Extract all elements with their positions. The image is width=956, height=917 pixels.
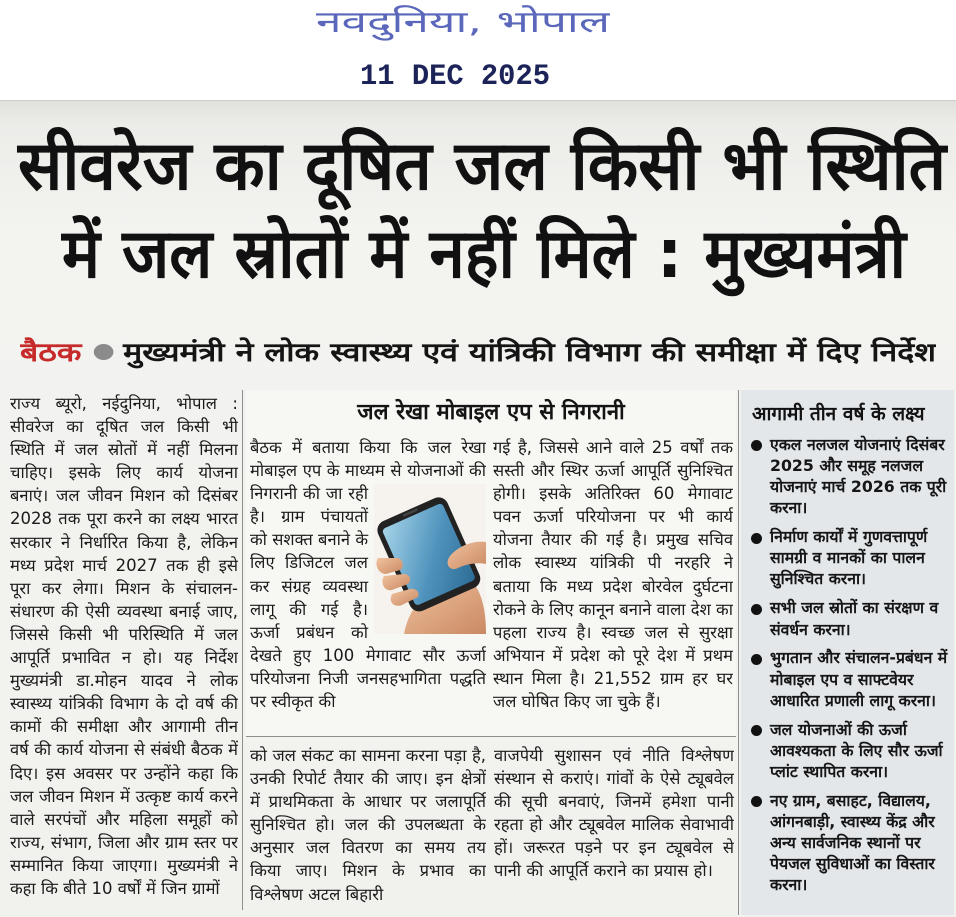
bullet-icon bbox=[751, 604, 762, 615]
sidebar-divider bbox=[738, 390, 739, 915]
goal-item-text: सभी जल स्रोतों का संरक्षण व संवर्धन करना। bbox=[770, 598, 939, 639]
info-box-column-a-text: बैठक में बताया किया कि जल रेखा मोबाइल एप के माध्यम से योजनाओं की निगरानी की जा रही है। ग्राम पंचायतों को सशक्त बनाने के लिए डिजिटल जल कर संग्रह व्यवस्था लागू की गई है। ऊर्जा प्रबंधन को देखते हुए 100 मेगावाट सौर ऊर्जा परियोजना निजी जनसहभागिता पद्धति पर स्वीकृत की bbox=[250, 438, 486, 712]
publication-stamp-text: नवदुनिया, भोपाल bbox=[316, 5, 610, 40]
bullet-icon bbox=[751, 796, 762, 807]
goals-list bbox=[751, 434, 948, 908]
bullet-icon bbox=[751, 725, 762, 736]
goal-item-text: एकल नलजल योजनाएं दिसंबर 2025 और समूह नलजल योजनाएं मार्च 2026 तक पूरी करना। bbox=[770, 435, 947, 518]
subheadline-row bbox=[20, 330, 936, 376]
goal-item-text: नए ग्राम, बसाहट, विद्यालय, आंगनबाड़ी, स्वास्थ्य केंद्र और अन्य सार्वजनिक स्थानों पर पेयजल सुविधाओं का विस्तार करना। bbox=[770, 790, 935, 895]
headline-line-1 bbox=[18, 126, 946, 212]
headline-line-1-text: सीवरेज का दूषित जल किसी भी स्थिति bbox=[18, 127, 946, 206]
goals-sidebar-heading-text: आगामी तीन वर्ष के लक्ष्य bbox=[752, 403, 925, 425]
info-box-heading-text: जल रेखा मोबाइल एप से निगरानी bbox=[357, 400, 625, 425]
info-box-column-a bbox=[250, 436, 486, 728]
column-divider bbox=[242, 390, 243, 910]
goal-item bbox=[751, 526, 948, 589]
subheadline-text: मुख्यमंत्री ने लोक स्वास्थ्य एवं यांत्रिकी विभाग की समीक्षा में दिए निर्देश bbox=[123, 338, 936, 368]
goal-item-text: जल योजनाओं की ऊर्जा आवश्यकता के लिए सौर ऊर्जा प्लांट स्थापित करना। bbox=[770, 719, 943, 781]
subheadline bbox=[20, 330, 936, 376]
goal-item bbox=[751, 790, 948, 895]
date-stamp bbox=[360, 56, 550, 98]
goal-item-text: निर्माण कार्यों में गुणवत्तापूर्ण सामग्री व मानकों का पालन सुनिश्चित करना। bbox=[770, 527, 928, 589]
bullet-icon bbox=[94, 344, 114, 360]
info-box-column-b: गई है, जिससे आने वाले 25 वर्षों तक सस्ती और स्थिर ऊर्जा आपूर्ति सुनिश्चित होगी। इसके अतिरिक्त 60 मेगावाट पवन ऊर्जा परियोजना पर भी कार्य योजना तैयार की गई है। प्रमुख सचिव लोक स्वास्थ्य यांत्रिकी पी नरहरि ने बताया कि मध्य प्रदेश बोरवेल दुर्घटना रोकने के लिए कानून बनाने वाला देश का पहला राज्य है। स्वच्छ जल से सुरक्षा अभियान में प्रदेश को पूरे देश में प्रथम स्थान मिला है। 21,552 ग्राम हर घर जल घोषित किए जा चुके हैं। bbox=[493, 438, 733, 712]
bullet-icon bbox=[751, 654, 762, 665]
goal-item bbox=[751, 597, 948, 639]
headline-line-2 bbox=[62, 214, 906, 310]
goal-item-text: भुगतान और संचालन-प्रबंधन में मोबाइल एप व साफ्टवेयर आधारित प्रणाली लागू करना। bbox=[770, 648, 948, 710]
article-column-3: वाजपेयी सुशासन एवं नीति विश्लेषण संस्थान से कराएं। गांवों के ऐसे ट्यूबवेल की सूची बनवाएं, जिनमें हमेशा पानी रहता हो और ट्यूबवेल मालिक सेवाभावी हों। जरूरत पड़ने पर इन ट्यूबवेल से पानी की आपूर्ति कराने का प्रयास हो। bbox=[494, 746, 734, 881]
bullet-icon bbox=[751, 440, 762, 451]
goal-item bbox=[751, 434, 948, 518]
bullet-icon bbox=[751, 533, 762, 544]
publication-stamp bbox=[316, 0, 610, 46]
goals-sidebar bbox=[741, 390, 954, 915]
phone-in-hand-photo bbox=[374, 484, 486, 634]
article-column-1: राज्य ब्यूरो, नईदुनिया, भोपाल : सीवरेज का दूषित जल किसी भी स्थिति में जल स्रोतों में नहीं मिलना चाहिए। इसके लिए कार्य योजना बनाएं। जल जीवन मिशन को दिसंबर 2028 तक पूरा करने का लक्ष्य भारत सरकार ने निर्धारित किया है, लेकिन मध्य प्रदेश मार्च 2027 तक ही इसे पूरा कर लेगा। मिशन के संचालन-संधारण की ऐसी व्यवस्था बनाई जाए, जिससे किसी भी परिस्थिति में जल आपूर्ति प्रभावित न हो। यह निर्देश मुख्यमंत्री डा.मोहन यादव ने लोक स्वास्थ्य यांत्रिकी विभाग के दो वर्ष की कामों की समीक्षा और आगामी तीन वर्ष की कार्य योजना से संबंधी बैठक में दिए। इस अवसर पर उन्होंने कहा कि जल जीवन मिशन में उत्कृष्ट कार्य करने वाले सरपंचों और महिला समूहों को राज्य, संभाग, जिला और ग्राम स्तर पर सम्मानित किया जाएगा। मुख्यमंत्री ने कहा कि बीते 10 वर्षों में जिन ग्रामों bbox=[10, 394, 238, 898]
info-box-heading bbox=[246, 394, 736, 432]
date-stamp-text: 11 DEC 2025 bbox=[360, 60, 550, 94]
subheadline-tag: बैठक bbox=[20, 338, 82, 368]
goals-sidebar-heading bbox=[752, 398, 947, 430]
info-box bbox=[246, 390, 736, 737]
headline-line-2-text: में जल स्रोतों में नहीं मिले : मुख्यमंत्री bbox=[62, 215, 906, 294]
goal-item bbox=[751, 719, 948, 782]
goal-item bbox=[751, 647, 948, 710]
article-column-2: को जल संकट का सामना करना पड़ा है, उनकी रिपोर्ट तैयार की जाए। इन क्षेत्रों में प्राथमिकता के आधार पर जलापूर्ति सुनिश्चित हो। जल की उपलब्धता के अनुसार जल वितरण का समय तय किया जाए। मिशन के प्रभाव का विश्लेषण अटल बिहारी bbox=[250, 746, 486, 904]
